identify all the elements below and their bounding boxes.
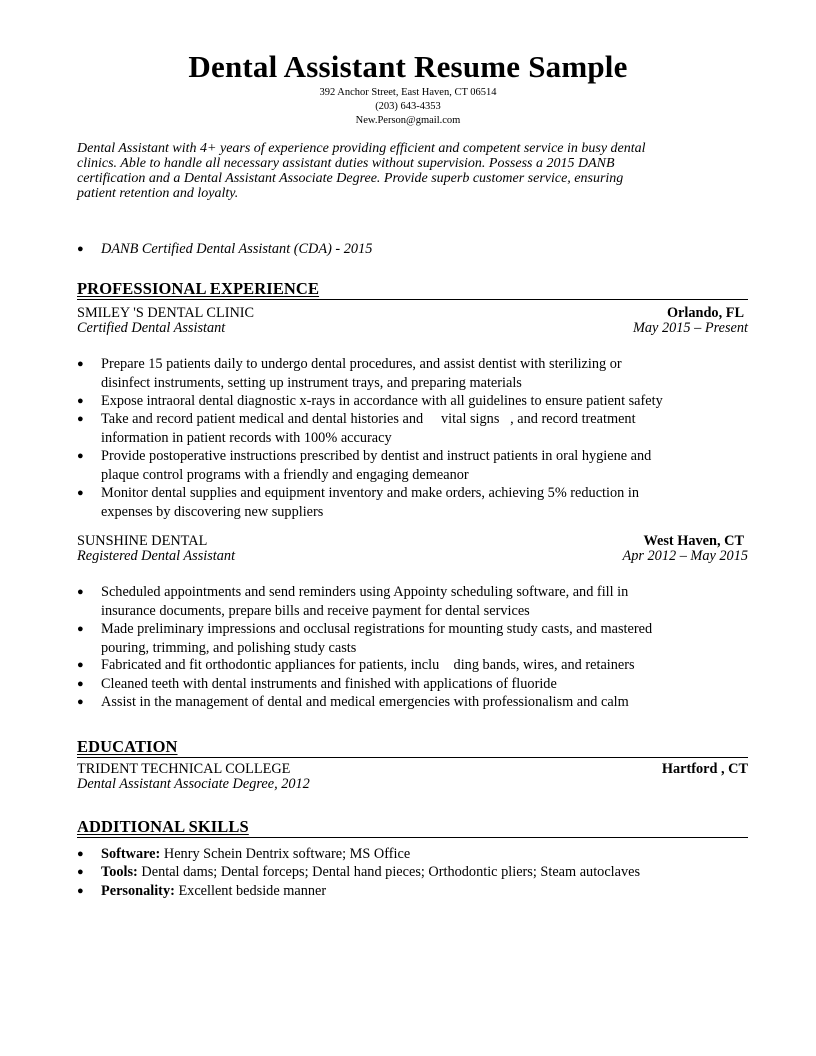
bullet-line: Scheduled appointments and send reminders using Appointy scheduling software, and fill in (101, 584, 629, 600)
summary-line: certification and a Dental Assistant Associate Degree. Provide superb customer service, ensuring (77, 171, 624, 186)
skill-value: Excellent bedside manner (178, 883, 327, 899)
bullet-icon: ● (77, 678, 84, 690)
section-heading-text: PROFESSIONAL EXPERIENCE (77, 279, 320, 298)
bullet-line: disinfect instruments, setting up instrument trays, and preparing materials (101, 374, 522, 391)
section-heading-skills (77, 817, 748, 838)
summary (77, 141, 757, 201)
bullet-line: plaque control programs with a friendly and engaging demeanor (101, 466, 469, 483)
job-location: West Haven, CT (643, 533, 744, 549)
bullet-line: Made preliminary impressions and occlusal registrations for mounting study casts, and mastered (101, 621, 653, 637)
job-title: Certified Dental Assistant (77, 320, 226, 336)
bullet-icon: ● (77, 243, 84, 255)
employer-name: SMILEY 'S DENTAL CLINIC (77, 305, 255, 321)
skill-label: Personality: (101, 883, 175, 899)
skill-label: Tools: (101, 864, 138, 880)
section-heading-experience (77, 279, 748, 300)
skill-label: Software: (101, 846, 161, 862)
contact-address: 392 Anchor Street, East Haven, CT 06514 (319, 87, 497, 98)
bullet-line: expenses by discovering new suppliers (101, 503, 324, 520)
bullet-line: pouring, trimming, and polishing study casts (101, 639, 357, 656)
school-name: TRIDENT TECHNICAL COLLEGE (77, 761, 291, 777)
section-heading-text: EDUCATION (77, 737, 178, 756)
bullet-icon: ● (77, 866, 84, 878)
bullet-line: Monitor dental supplies and equipment inventory and make orders, achieving 5% reduction in (101, 485, 639, 501)
bullet-icon: ● (77, 696, 84, 708)
bullet-line: insurance documents, prepare bills and receive payment for dental services (101, 602, 530, 619)
bullet-icon: ● (77, 885, 84, 897)
job-dates: Apr 2012 – May 2015 (622, 548, 748, 564)
skill-value: Henry Schein Dentrix software; MS Office (163, 846, 411, 862)
summary-line: clinics. Able to handle all necessary assistant duties without supervision. Possess a 2015 DANB (77, 156, 615, 171)
section-heading-text: ADDITIONAL SKILLS (77, 817, 249, 836)
contact-phone: (203) 643-4353 (375, 101, 441, 112)
bullet-icon: ● (77, 623, 84, 635)
bullet-line: Cleaned teeth with dental instruments and finished with applications of fluoride (101, 676, 557, 692)
school-location: Hartford , CT (661, 761, 748, 777)
contact-email: New.Person@gmail.com (355, 115, 461, 126)
bullet-icon: ● (77, 395, 84, 407)
job-title: Registered Dental Assistant (77, 548, 236, 564)
certification-text: DANB Certified Dental Assistant (CDA) - 2015 (101, 241, 373, 257)
bullet-icon: ● (77, 413, 84, 425)
resume-title: Dental Assistant Resume Sample (188, 49, 628, 84)
bullet-line: Fabricated and fit orthodontic appliances for patients, inclu ding bands, wires, and retainers (101, 657, 635, 673)
bullet-icon: ● (77, 487, 84, 499)
summary-line: patient retention and loyalty. (77, 186, 239, 201)
bullet-icon: ● (77, 358, 84, 370)
section-heading-education (77, 737, 748, 758)
bullet-icon: ● (77, 450, 84, 462)
bullet-icon: ● (77, 586, 84, 598)
employer-name: SUNSHINE DENTAL (77, 533, 208, 549)
job-location: Orlando, FL (666, 305, 744, 321)
bullet-line: Take and record patient medical and dental histories and vital signs , and record treatment (101, 411, 636, 427)
skill-value: Dental dams; Dental forceps; Dental hand pieces; Orthodontic pliers; Steam autoclaves (141, 864, 641, 880)
bullet-line: Assist in the management of dental and medical emergencies with professionalism and calm (101, 694, 629, 710)
bullet-line: information in patient records with 100% accuracy (101, 429, 392, 446)
bullet-line: Expose intraoral dental diagnostic x-rays in accordance with all guidelines to ensure patient safety (101, 393, 663, 409)
degree: Dental Assistant Associate Degree, 2012 (77, 776, 310, 792)
job-dates: May 2015 – Present (632, 320, 748, 336)
bullet-icon: ● (77, 659, 84, 671)
bullet-line: Provide postoperative instructions prescribed by dentist and instruct patients in oral hygiene and (101, 448, 652, 464)
bullet-line: Prepare 15 patients daily to undergo dental procedures, and assist dentist with sterilizing or (101, 356, 622, 372)
summary-line: Dental Assistant with 4+ years of experience providing efficient and competent service in busy dental (77, 141, 646, 156)
bullet-icon: ● (77, 848, 84, 860)
